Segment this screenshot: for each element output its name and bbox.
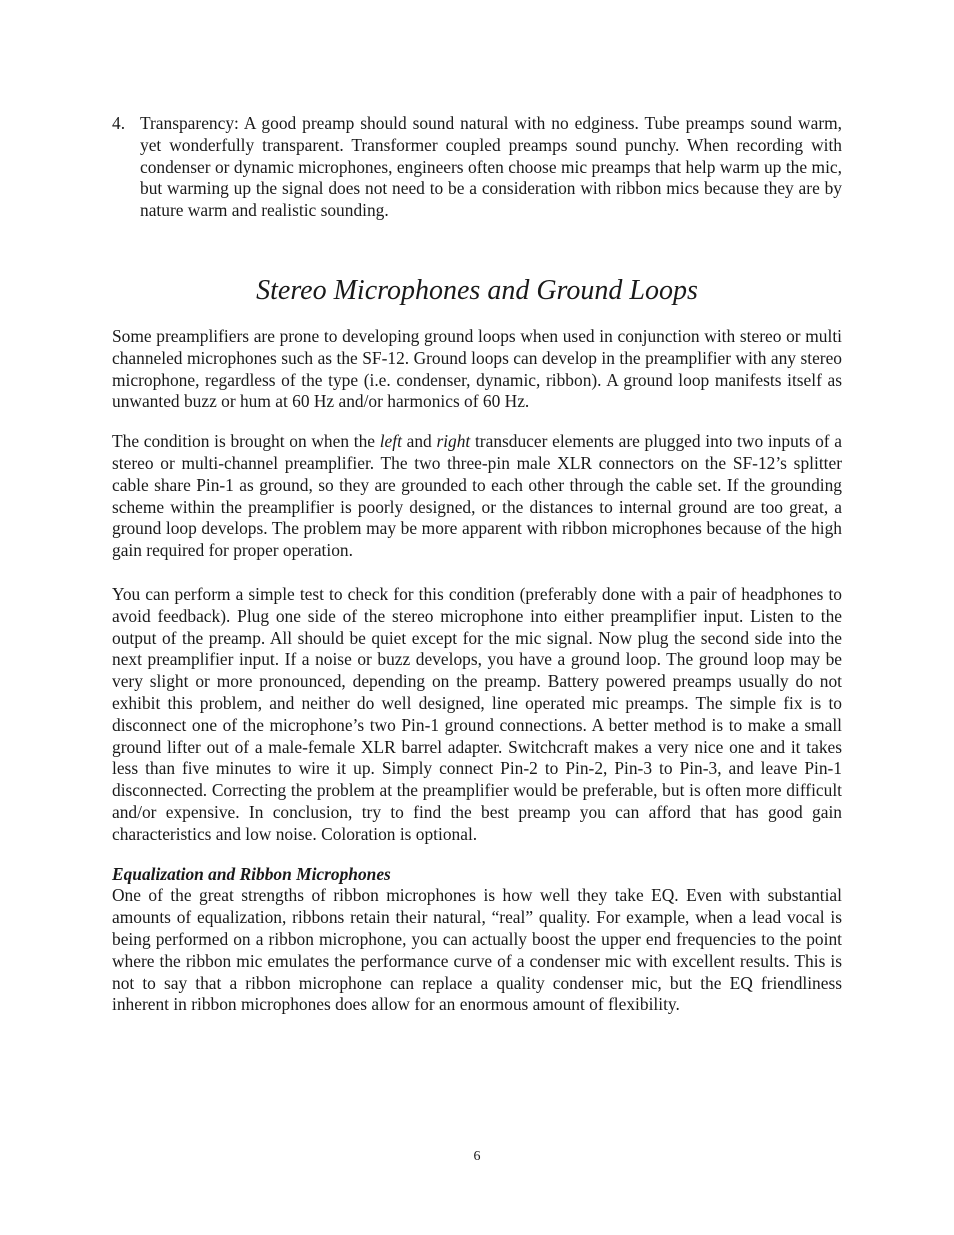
paragraph-condition-part2: and <box>401 431 437 452</box>
eq-subheading: Equalization and Ribbon Microphones <box>112 863 391 884</box>
list-item-text: Transparency: A good preamp should sound natural with no edginess. Tube preamps sound warm, yet wonderfully transparent. Transformer coupled preamps sound punchy. When recording with condenser or dynamic microphones, engineers often choose mic preamps that help warm up the mic, but warming up the signal does not need to be a consideration with ribbon mics because they are by nature warm and realistic sounding. <box>140 113 842 221</box>
list-item <box>112 113 842 222</box>
page-number: 6 <box>473 1149 481 1164</box>
paragraph-condition <box>112 431 842 562</box>
document-page <box>112 113 842 1016</box>
paragraph-equalization: One of the great strengths of ribbon microphones is how well they take EQ. Even with substantial amounts of equalization, ribbons retain their natural, “real” quality. For example, when a lead vocal is being performed on a ribbon microphone, you can actually boost the upper end frequencies to the point where the ribbon mic emulates the performance curve of a condenser mic with excellent results. This is not to say that a ribbon microphone can replace a quality condenser mic, but the EQ friendliness inherent in ribbon microphones does allow for an enormous amount of flexibility. <box>112 885 842 1015</box>
section-title: Stereo Microphones and Ground Loops <box>256 274 698 306</box>
list-item-number: 4. <box>112 113 126 133</box>
paragraph-simple-test: You can perform a simple test to check for this condition (preferably done with a pair of headphones to avoid feedback). Plug one side of the stereo microphone into either preamplifier input. Listen to the output of the preamp. All should be quiet except for the mic signal. Now plug the second side into the next preamplifier input. If a noise or buzz develops, you have a ground loop. The ground loop may be very slight or more pronounced, depending on the preamp. Battery powered preamps usually do not exhibit this problem, and neither do well designed, line operated mic preamps. The simple fix is to disconnect one of the microphone’s two Pin-1 ground connections. A better method is to make a small ground lifter out of a male-female XLR barrel adapter. Switchcraft makes a very nice one and it takes less than five minutes to wire it up. Simply connect Pin-2 to Pin-2, Pin-3 to Pin-3, and leave Pin-1 disconnected. Correcting the problem at the preamplifier would be preferable, but is often more difficult and/or expensive. In conclusion, try to find the best preamp you can afford that has good gain characteristics and low noise. Coloration is optional. <box>112 583 842 844</box>
paragraph-condition-part3: transducer elements are plugged into two inputs of a stereo or multi-channel preamplifier. The two three-pin male XLR connectors on the SF-12’s splitter cable share Pin-1 as ground, so they are grounded to each other through the cable set. If the grounding scheme within the preamplifier is poorly designed, or the distances to internal ground are too great, a ground loop develops. The problem may be more apparent with ribbon microphones because of the high gain required for proper operation. <box>112 431 842 561</box>
emphasis-left: left <box>379 431 402 452</box>
paragraph-condition-part1: The condition is brought on when the <box>112 431 380 452</box>
emphasis-right: right <box>436 431 471 452</box>
paragraph-ground-loops-intro: Some preamplifiers are prone to developing ground loops when used in conjunction with stereo or multi channeled microphones such as the SF-12. Ground loops can develop in the preamplifier with any stereo microphone, regardless of the type (i.e. condenser, dynamic, ribbon). A ground loop manifests itself as unwanted buzz or hum at 60 Hz and/or harmonics of 60 Hz. <box>112 325 842 412</box>
